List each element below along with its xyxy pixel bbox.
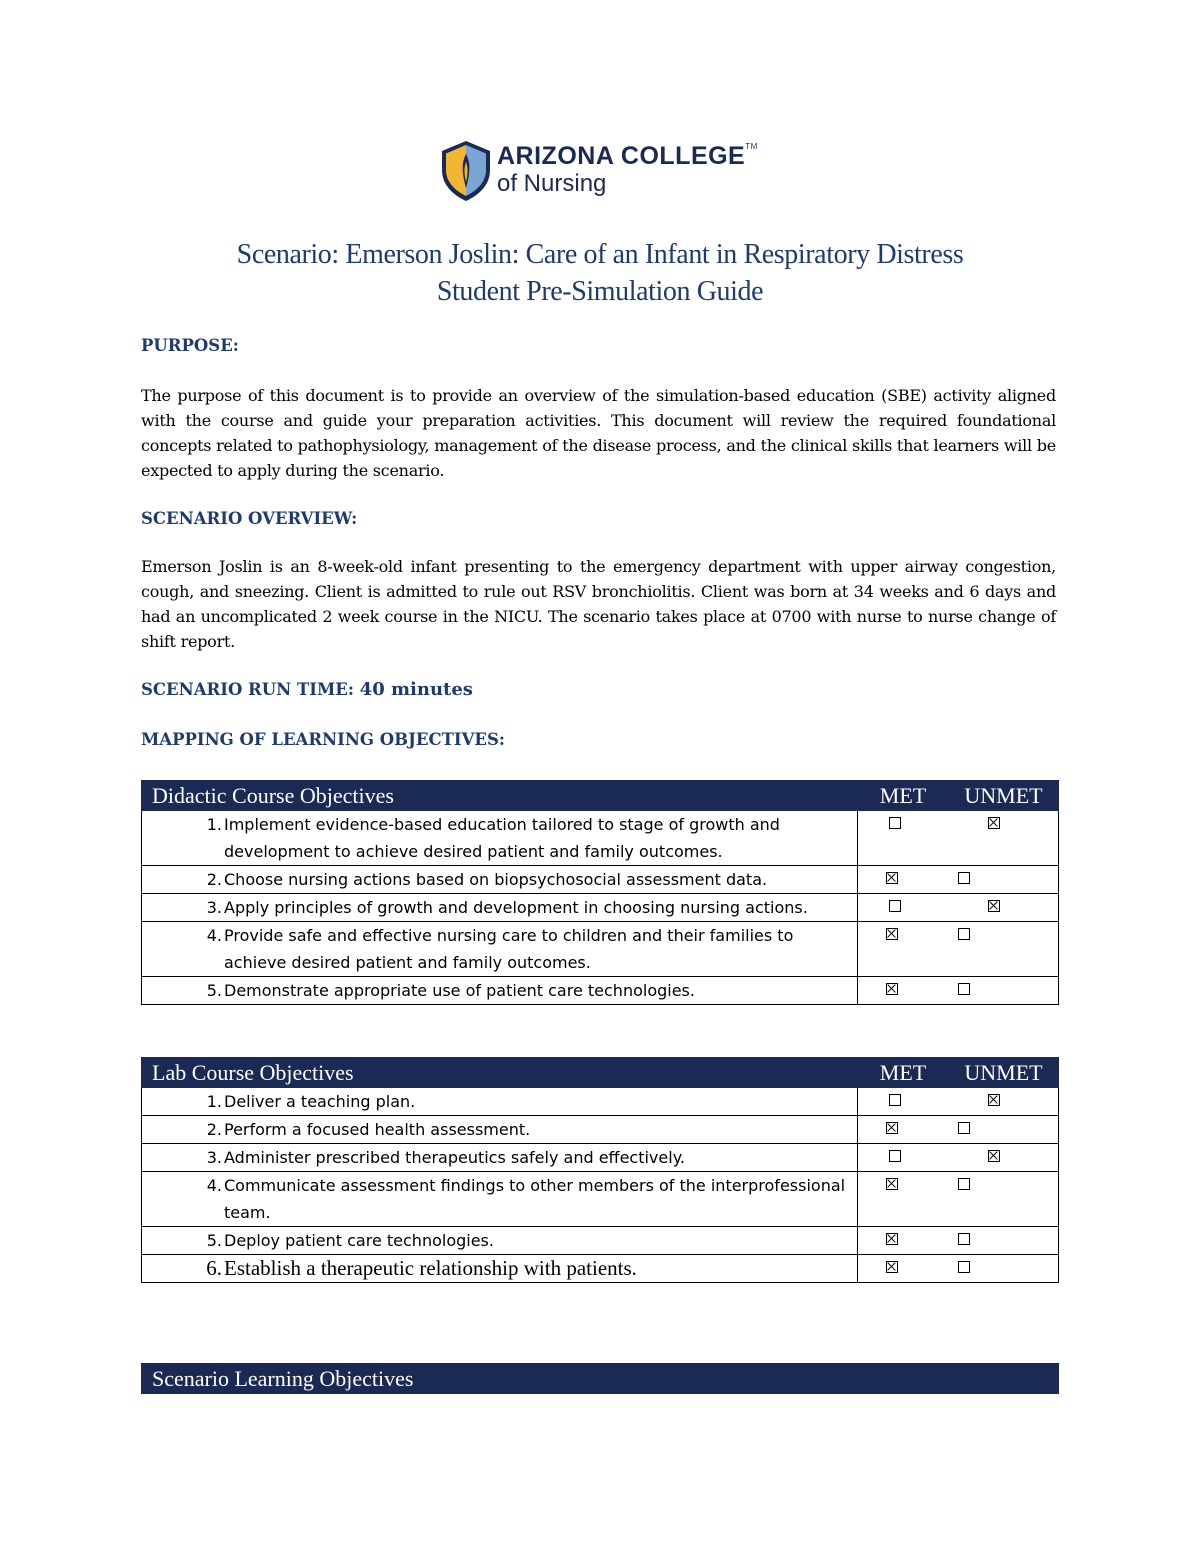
lab-objectives-table bbox=[141, 1057, 1059, 1283]
didactic-objectives-table bbox=[141, 780, 1059, 1005]
met-column-header: MET bbox=[858, 1058, 949, 1088]
objective-cell bbox=[142, 1227, 858, 1255]
objective-number: 3. bbox=[206, 1148, 222, 1167]
objective-text: Administer prescribed therapeutics safely and effectively. bbox=[224, 1148, 685, 1167]
objective-number: 6. bbox=[206, 1256, 222, 1280]
objective-number: 3. bbox=[206, 898, 222, 917]
objective-number: 1. bbox=[206, 1092, 222, 1111]
unmet-checkbox[interactable] bbox=[988, 900, 1000, 912]
objective-number: 5. bbox=[206, 981, 222, 1000]
overview-heading: SCENARIO OVERVIEW: bbox=[141, 509, 358, 528]
objective-cell bbox=[142, 922, 858, 977]
unmet-checkbox[interactable] bbox=[958, 1261, 970, 1273]
objective-cell bbox=[142, 811, 858, 866]
objective-cell bbox=[142, 1255, 858, 1283]
objective-row bbox=[142, 811, 1059, 866]
unmet-checkbox[interactable] bbox=[988, 1094, 1000, 1106]
objective-text: Apply principles of growth and development in choosing nursing actions. bbox=[224, 898, 808, 917]
unmet-column-header: UNMET bbox=[949, 1058, 1059, 1088]
objective-cell bbox=[142, 1088, 858, 1116]
unmet-checkbox[interactable] bbox=[988, 817, 1000, 829]
objective-text: Choose nursing actions based on biopsychosocial assessment data. bbox=[224, 870, 768, 889]
objective-row bbox=[142, 894, 1059, 922]
objective-cell bbox=[142, 977, 858, 1005]
objective-row bbox=[142, 1116, 1059, 1144]
shield-emblem-icon bbox=[440, 140, 492, 202]
unmet-checkbox[interactable] bbox=[958, 1178, 970, 1190]
objective-text: Establish a therapeutic relationship with patients. bbox=[224, 1256, 637, 1280]
objective-row bbox=[142, 977, 1059, 1005]
objective-number: 1. bbox=[206, 815, 222, 834]
met-checkbox[interactable] bbox=[886, 872, 898, 884]
met-cell bbox=[858, 866, 1059, 894]
objective-cell bbox=[142, 866, 858, 894]
met-cell bbox=[858, 1116, 1059, 1144]
scenario-objectives-header: Scenario Learning Objectives bbox=[142, 1364, 1059, 1394]
objective-number: 2. bbox=[206, 1120, 222, 1139]
objective-row bbox=[142, 1227, 1059, 1255]
purpose-text: The purpose of this document is to provide an overview of the simulation-based education (SBE) activity aligned with the course and guide your preparation activities. This document will review the required foundational concepts related to pathophysiology, management of the disease process, and the clinical skills that learners will be expected to apply during the scenario. bbox=[141, 386, 1056, 480]
unmet-checkbox[interactable] bbox=[958, 928, 970, 940]
met-checkbox[interactable] bbox=[889, 1150, 901, 1162]
unmet-checkbox[interactable] bbox=[958, 1233, 970, 1245]
objective-number: 4. bbox=[206, 926, 222, 945]
met-cell bbox=[858, 1227, 1059, 1255]
unmet-checkbox[interactable] bbox=[958, 983, 970, 995]
met-cell bbox=[858, 977, 1059, 1005]
objective-text: Implement evidence-based education tailored to stage of growth and development to achieve desired patient and family outcomes. bbox=[224, 815, 780, 861]
overview-text: Emerson Joslin is an 8-week-old infant presenting to the emergency department with upper airway congestion, cough, and sneezing. Client is admitted to rule out RSV bronchiolitis. Client was born at 34 weeks and 6 days and had an uncomplicated 2 week course in the NICU. The scenario takes place at 0700 with nurse to nurse change of shift report. bbox=[141, 557, 1056, 651]
objective-cell bbox=[142, 1116, 858, 1144]
objective-row bbox=[142, 866, 1059, 894]
scenario-objectives-table bbox=[141, 1363, 1059, 1394]
met-column-header: MET bbox=[858, 781, 949, 811]
objective-row bbox=[142, 1255, 1059, 1283]
met-cell bbox=[858, 1172, 1059, 1227]
college-logo bbox=[440, 140, 770, 204]
met-checkbox[interactable] bbox=[886, 1261, 898, 1273]
run-time-label: SCENARIO RUN TIME: bbox=[141, 680, 354, 699]
unmet-checkbox[interactable] bbox=[988, 1150, 1000, 1162]
met-checkbox[interactable] bbox=[886, 1233, 898, 1245]
mapping-heading: MAPPING OF LEARNING OBJECTIVES: bbox=[141, 730, 505, 749]
objective-row bbox=[142, 1144, 1059, 1172]
met-checkbox[interactable] bbox=[889, 1094, 901, 1106]
logo-subtitle: of Nursing bbox=[497, 170, 607, 197]
objective-text: Communicate assessment findings to other members of the interprofessional team. bbox=[224, 1176, 846, 1222]
purpose-heading: PURPOSE: bbox=[141, 336, 239, 355]
page-title: Scenario: Emerson Joslin: Care of an Infant in Respiratory Distress bbox=[236, 239, 964, 270]
met-cell bbox=[858, 1255, 1059, 1283]
lab-table-header: Lab Course Objectives bbox=[142, 1058, 858, 1088]
met-cell bbox=[858, 811, 1059, 866]
objective-cell bbox=[142, 1144, 858, 1172]
met-cell bbox=[858, 922, 1059, 977]
met-checkbox[interactable] bbox=[886, 928, 898, 940]
met-checkbox[interactable] bbox=[886, 983, 898, 995]
objective-row bbox=[142, 1088, 1059, 1116]
objective-row bbox=[142, 1172, 1059, 1227]
objective-text: Deploy patient care technologies. bbox=[224, 1231, 494, 1250]
objective-text: Demonstrate appropriate use of patient care technologies. bbox=[224, 981, 695, 1000]
met-checkbox[interactable] bbox=[889, 900, 901, 912]
objective-text: Deliver a teaching plan. bbox=[224, 1092, 416, 1111]
objective-text: Perform a focused health assessment. bbox=[224, 1120, 531, 1139]
unmet-checkbox[interactable] bbox=[958, 1122, 970, 1134]
objective-text: Provide safe and effective nursing care to children and their families to achieve desired patient and family outcomes. bbox=[224, 926, 794, 972]
objective-cell bbox=[142, 894, 858, 922]
didactic-table-header: Didactic Course Objectives bbox=[142, 781, 858, 811]
met-checkbox[interactable] bbox=[886, 1122, 898, 1134]
objective-number: 2. bbox=[206, 870, 222, 889]
run-time-value: 40 minutes bbox=[359, 679, 473, 700]
met-checkbox[interactable] bbox=[886, 1178, 898, 1190]
unmet-column-header: UNMET bbox=[949, 781, 1059, 811]
page-subtitle: Student Pre-Simulation Guide bbox=[436, 276, 764, 307]
met-cell bbox=[858, 1088, 1059, 1116]
unmet-checkbox[interactable] bbox=[958, 872, 970, 884]
run-time-heading bbox=[141, 679, 473, 700]
objective-number: 5. bbox=[206, 1231, 222, 1250]
logo-wordmark: ARIZONA COLLEGE™ bbox=[497, 142, 758, 170]
met-checkbox[interactable] bbox=[889, 817, 901, 829]
objective-number: 4. bbox=[206, 1176, 222, 1195]
met-cell bbox=[858, 1144, 1059, 1172]
objective-row bbox=[142, 922, 1059, 977]
objective-cell bbox=[142, 1172, 858, 1227]
met-cell bbox=[858, 894, 1059, 922]
